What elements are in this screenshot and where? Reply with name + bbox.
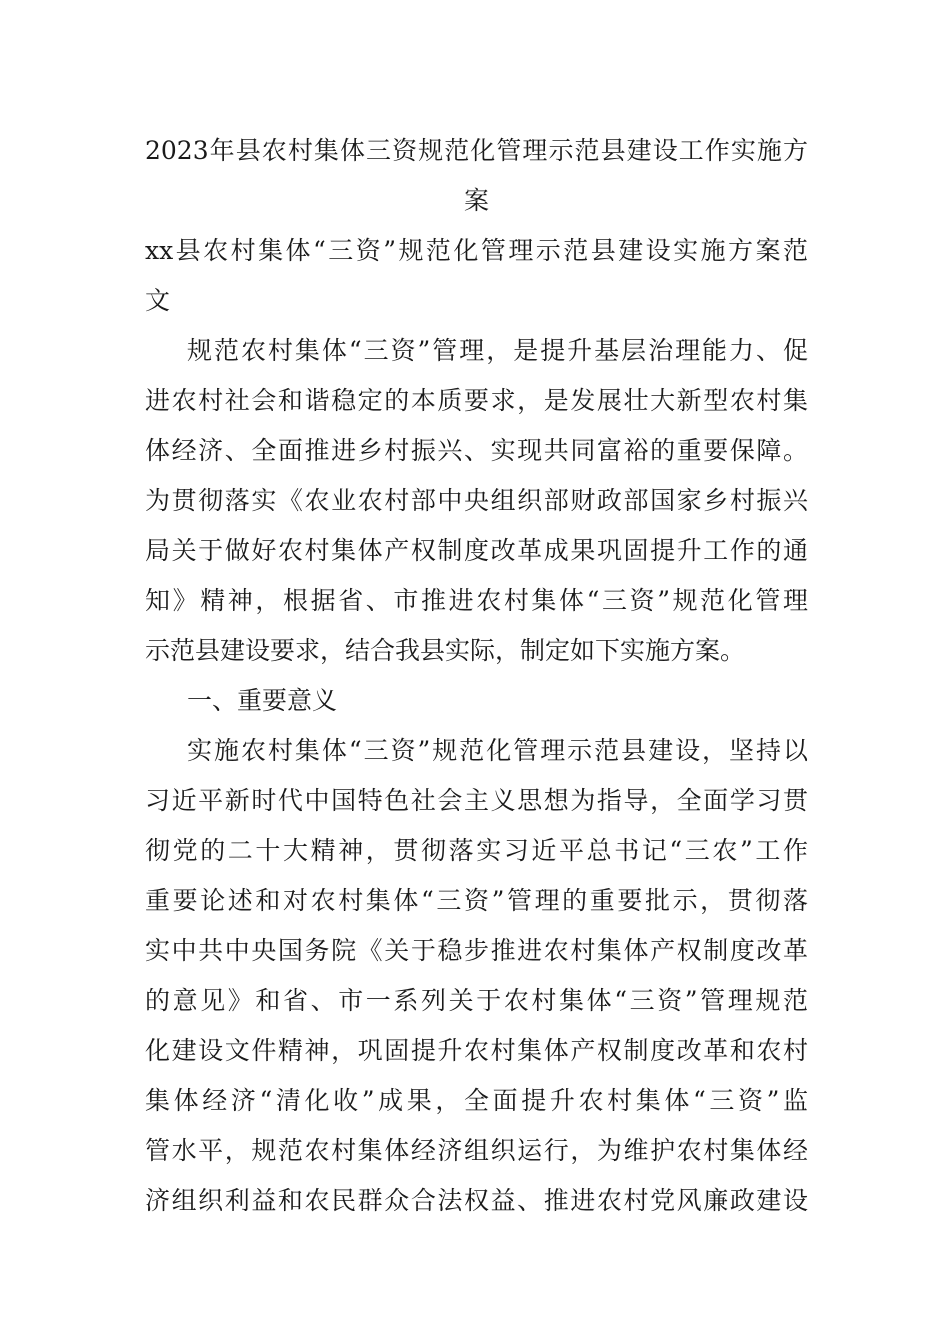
section-line-4: 重要论述和对农村集体“三资”管理的重要批示，贯彻落 [145, 886, 808, 915]
intro-line-2: 进农村社会和谐稳定的本质要求，是发展壮大新型农村集 [145, 386, 808, 415]
intro-line-3: 体经济、全面推进乡村振兴、实现共同富裕的重要保障。 [145, 436, 808, 465]
subtitle-line-1: xx县农村集体“三资”规范化管理示范县建设实施方案范 [145, 236, 808, 265]
section-line-6: 的意见》和省、市一系列关于农村集体“三资”管理规范 [145, 986, 808, 1015]
subtitle-line-2: 文 [145, 286, 171, 315]
section-line-9: 管水平，规范农村集体经济组织运行，为维护农村集体经 [145, 1136, 808, 1165]
section-line-8: 集体经济“清化收”成果，全面提升农村集体“三资”监 [145, 1086, 808, 1115]
section-heading: 一、重要意义 [187, 686, 338, 715]
intro-line-6: 知》精神，根据省、市推进农村集体“三资”规范化管理 [145, 586, 808, 615]
intro-line-5: 局关于做好农村集体产权制度改革成果巩固提升工作的通 [145, 536, 808, 565]
section-line-10: 济组织利益和农民群众合法权益、推进农村党风廉政建设 [145, 1186, 808, 1215]
section-line-2: 习近平新时代中国特色社会主义思想为指导，全面学习贯 [145, 786, 808, 815]
title-line-1: 2023年县农村集体三资规范化管理示范县建设工作实施方 [145, 136, 808, 165]
intro-line-7: 示范县建设要求，结合我县实际，制定如下实施方案。 [145, 636, 746, 665]
title-line-2: 案 [463, 186, 489, 215]
section-line-3: 彻党的二十大精神，贯彻落实习近平总书记“三农”工作 [145, 836, 808, 865]
intro-line-1: 规范农村集体“三资”管理，是提升基层治理能力、促 [187, 336, 808, 365]
section-line-7: 化建设文件精神，巩固提升农村集体产权制度改革和农村 [145, 1036, 808, 1065]
section-line-1: 实施农村集体“三资”规范化管理示范县建设，坚持以 [187, 736, 808, 765]
intro-line-4: 为贯彻落实《农业农村部中央组织部财政部国家乡村振兴 [145, 486, 808, 515]
section-line-5: 实中共中央国务院《关于稳步推进农村集体产权制度改革 [145, 936, 808, 965]
